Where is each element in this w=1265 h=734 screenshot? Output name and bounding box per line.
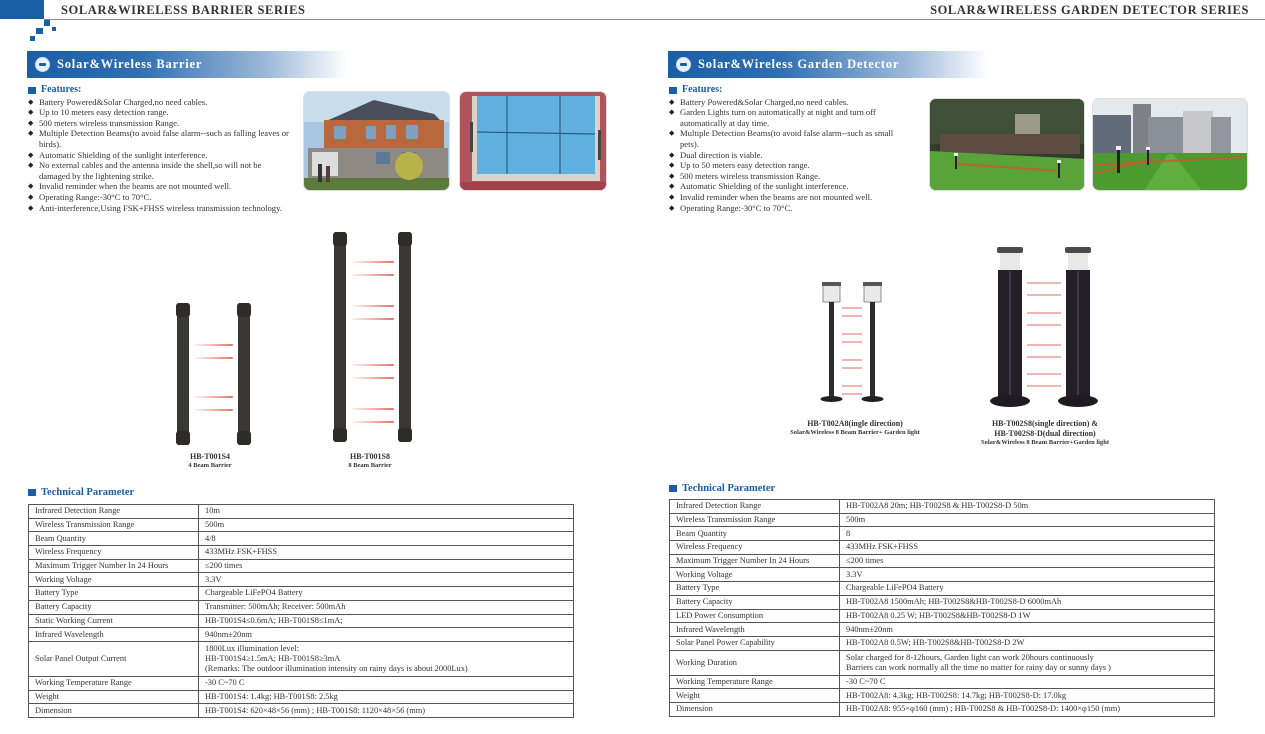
feature-item: ◆ Invalid reminder when the beams are not mounted well. [28, 181, 323, 192]
tech-parameter-heading: Technical Parameter [28, 487, 134, 498]
ir-beam [352, 261, 394, 263]
table-row [670, 636, 1215, 650]
spec-value-cell: 3.3V [199, 573, 574, 587]
barrier-section-banner [27, 51, 347, 78]
table-row [29, 532, 574, 546]
feature-item: ◆ Up to 10 meters easy detection range. [28, 107, 323, 118]
table-row [29, 641, 574, 676]
table-row [670, 554, 1215, 568]
spec-value-cell: 433MHz FSK+FHSS [840, 541, 1215, 555]
table-row [670, 595, 1215, 609]
spec-label-cell: Weight [29, 690, 199, 704]
spec-value-cell: 8 [840, 527, 1215, 541]
spec-value-cell: 10m [199, 505, 574, 519]
square-bullet-icon [28, 87, 36, 94]
decor-square [30, 36, 35, 41]
decor-square [52, 27, 56, 31]
spec-label-cell: Beam Quantity [29, 532, 199, 546]
garden-features [669, 85, 919, 213]
spec-value-cell: Chargeable LiFePO4 Battery [840, 582, 1215, 596]
spec-label-cell: Battery Capacity [29, 600, 199, 614]
ir-beam [352, 408, 394, 410]
spec-value-cell: HB-T001S4≤0.6mA; HB-T001S8≤1mA; [199, 614, 574, 628]
features-heading: Features: [28, 85, 323, 96]
table-row [29, 505, 574, 519]
table-row [29, 614, 574, 628]
feature-item: ◆ Up to 50 meters easy detection range. [669, 160, 919, 171]
table-row [670, 500, 1215, 514]
table-row [670, 527, 1215, 541]
table-row [670, 513, 1215, 527]
barrier-spec-table [28, 504, 574, 718]
spec-value-cell: 4/8 [199, 532, 574, 546]
spec-value-cell: 940nm±20nm [840, 623, 1215, 637]
feature-item: ◆ Automatic Shielding of the sunlight interference. [669, 181, 919, 192]
feature-item: ◆ No external cables and the antenna inside the shell,so will not be damaged by the lightening strike. [28, 160, 288, 181]
spec-value-cell: HB-T002A8 1500mAh; HB-T002S8&HB-T002S8-D 6000mAh [840, 595, 1215, 609]
feature-item: ◆ Garden Lights turn on automatically at night and turn off automatically at day time. [669, 107, 909, 128]
spec-value-cell: -30 C~70 C [840, 675, 1215, 689]
spec-value-cell: Chargeable LiFePO4 Battery [199, 587, 574, 601]
spec-value-cell: -30 C~70 C [199, 676, 574, 690]
spec-label-cell: Wireless Transmission Range [29, 518, 199, 532]
spec-label-cell: Dimension [29, 704, 199, 718]
spec-label-cell: Beam Quantity [670, 527, 840, 541]
spec-label-cell: Battery Type [670, 582, 840, 596]
spec-label-cell: Maximum Trigger Number In 24 Hours [29, 559, 199, 573]
table-row [670, 702, 1215, 716]
spec-label-cell: Infrared Detection Range [29, 505, 199, 519]
square-bullet-icon [28, 489, 36, 496]
ir-beam [352, 377, 394, 379]
spec-value-cell: HB-T002A8 20m; HB-T002S8 & HB-T002S8-D 50m [840, 500, 1215, 514]
ir-beam [195, 344, 233, 346]
square-bullet-icon [669, 485, 677, 492]
spec-label-cell: Battery Type [29, 587, 199, 601]
spec-label-cell: Working Temperature Range [670, 675, 840, 689]
garden-section-banner [668, 51, 988, 78]
feature-item: ◆ Operating Range:-30°C to 70°C. [28, 192, 323, 203]
spec-label-cell: Wireless Frequency [29, 546, 199, 560]
product-caption: HB-T001S4 4 Beam Barrier [188, 452, 232, 469]
square-bullet-icon [669, 87, 677, 94]
spec-label-cell: LED Power Consumption [670, 609, 840, 623]
table-row [29, 587, 574, 601]
spec-value-cell: HB-T002A8 0.5W; HB-T002S8&HB-T002S8-D 2W [840, 636, 1215, 650]
features-heading: Features: [669, 85, 919, 96]
feature-item: ◆ 500 meters wireless transmission Range. [28, 118, 323, 129]
spec-value-cell: 500m [840, 513, 1215, 527]
ir-beam [352, 364, 394, 366]
table-row [670, 582, 1215, 596]
barrier-pole [238, 303, 250, 445]
arrow-circle-icon [676, 57, 691, 72]
spec-value-cell: HB-T002A8 0.25 W; HB-T002S8&HB-T002S8-D 1W [840, 609, 1215, 623]
left-series-title: SOLAR&WIRELESS BARRIER SERIES [61, 3, 306, 17]
ir-beam [195, 396, 233, 398]
ir-beam [352, 318, 394, 320]
feature-item: ◆ Multiple Detection Beams(to avoid false alarm--such as small pets). [669, 128, 897, 149]
spec-label-cell: Solar Panel Power Capability [670, 636, 840, 650]
spec-label-cell: Maximum Trigger Number In 24 Hours [670, 554, 840, 568]
product-caption: HB-T002A8(ingle direction) Solar&Wireless 8 Beam Barrier+ Garden light [790, 419, 920, 436]
spec-value-cell: Solar charged for 8-12hours, Garden light can work 20hours continuously Barriers can work normally all the time no matter for rainy day or sunny days ) [840, 650, 1215, 675]
feature-item: ◆ Operating Range:-30°C to 70°C. [669, 203, 919, 214]
table-row [670, 609, 1215, 623]
table-row [670, 623, 1215, 637]
spec-label-cell: Working Temperature Range [29, 676, 199, 690]
spec-label-cell: Working Voltage [670, 568, 840, 582]
arrow-circle-icon [35, 57, 50, 72]
spec-value-cell: HB-T002A8: 955×φ160 (mm) ; HB-T002S8 & HB-T002S8-D: 1400×φ150 (mm) [840, 702, 1215, 716]
decor-square [44, 20, 50, 26]
spec-value-cell: 433MHz FSK+FHSS [199, 546, 574, 560]
feature-item: ◆ Anti-interference,Using FSK+FHSS wireless transmission technology. [28, 203, 323, 214]
spec-label-cell: Static Working Current [29, 614, 199, 628]
table-row [29, 704, 574, 718]
barrier-features [28, 85, 323, 213]
spec-value-cell: 1800Lux illumination level: HB-T001S4≥1.5mA; HB-T001S8≥3mA (Remarks: The outdoor illumination intensity on rainy days is about 2000Lux) [199, 641, 574, 676]
corner-decoration [0, 0, 44, 19]
ir-beam [352, 421, 394, 423]
feature-item: ◆ Battery Powered&Solar Charged,no need cables. [28, 97, 323, 108]
ir-beam [352, 305, 394, 307]
table-row [29, 690, 574, 704]
spec-value-cell: 500m [199, 518, 574, 532]
spec-label-cell: Dimension [670, 702, 840, 716]
garden-spec-table [669, 499, 1215, 717]
ir-beam [352, 274, 394, 276]
product-caption: HB-T001S8 8 Beam Barrier [348, 452, 392, 469]
table-row [670, 689, 1215, 703]
ir-beam [195, 357, 233, 359]
spec-label-cell: Weight [670, 689, 840, 703]
header-rule [44, 19, 1265, 20]
banner-title: Solar&Wireless Barrier [57, 57, 203, 71]
tech-parameter-heading: Technical Parameter [669, 483, 775, 494]
spec-value-cell: HB-T001S4: 1.4kg; HB-T001S8: 2.5kg [199, 690, 574, 704]
feature-item: ◆ Automatic Shielding of the sunlight interference. [28, 150, 323, 161]
banner-title: Solar&Wireless Garden Detector [698, 57, 900, 71]
barrier-pole [177, 303, 189, 445]
spec-label-cell: Solar Panel Output Current [29, 641, 199, 676]
table-row [670, 675, 1215, 689]
spec-value-cell: HB-T002A8: 4.3kg; HB-T002S8: 14.7kg; HB-T002S8-D: 17.0kg [840, 689, 1215, 703]
feature-item: ◆ Dual direction is viable. [669, 150, 919, 161]
spec-label-cell: Wireless Frequency [670, 541, 840, 555]
barrier-pole [399, 232, 411, 442]
feature-item: ◆ Multiple Detection Beams(to avoid false alarm--such as falling leaves or birds). [28, 128, 293, 149]
spec-value-cell: ≤200 times [840, 554, 1215, 568]
product-caption: HB-T002S8(single direction) & HB-T002S8-D(dual direction) Solar&Wireless 8 Beam Barrier+Garden light [980, 419, 1110, 446]
spec-label-cell: Wireless Transmission Range [670, 513, 840, 527]
table-row [29, 573, 574, 587]
spec-label-cell: Infrared Wavelength [29, 628, 199, 642]
decor-square [36, 28, 43, 34]
spec-label-cell: Battery Capacity [670, 595, 840, 609]
spec-label-cell: Working Voltage [29, 573, 199, 587]
spec-label-cell: Working Duration [670, 650, 840, 675]
spec-value-cell: Transmitter: 500mAh; Receiver: 500mAh [199, 600, 574, 614]
feature-item: ◆ Invalid reminder when the beams are not mounted well. [669, 192, 919, 203]
window-photo [459, 91, 607, 191]
table-row [29, 518, 574, 532]
table-row [670, 541, 1215, 555]
garden-photo [929, 98, 1085, 191]
table-row [670, 568, 1215, 582]
spec-value-cell: 940nm±20nm [199, 628, 574, 642]
table-row [29, 559, 574, 573]
table-row [670, 650, 1215, 675]
feature-item: ◆ Battery Powered&Solar Charged,no need cables. [669, 97, 919, 108]
table-row [29, 628, 574, 642]
spec-label-cell: Infrared Wavelength [670, 623, 840, 637]
spec-value-cell: 3.3V [840, 568, 1215, 582]
right-series-title: SOLAR&WIRELESS GARDEN DETECTOR SERIES [930, 3, 1249, 17]
table-row [29, 546, 574, 560]
feature-item: ◆ 500 meters wireless transmission Range. [669, 171, 919, 182]
barrier-pole [334, 232, 346, 442]
campus-lawn-photo [1092, 98, 1248, 191]
spec-value-cell: HB-T001S4: 620×48×56 (mm) ; HB-T001S8: 1120×48×56 (mm) [199, 704, 574, 718]
table-row [29, 600, 574, 614]
spec-label-cell: Infrared Detection Range [670, 500, 840, 514]
spec-value-cell: ≤200 times [199, 559, 574, 573]
house-photo [303, 91, 450, 191]
ir-beam [195, 409, 233, 411]
table-row [29, 676, 574, 690]
